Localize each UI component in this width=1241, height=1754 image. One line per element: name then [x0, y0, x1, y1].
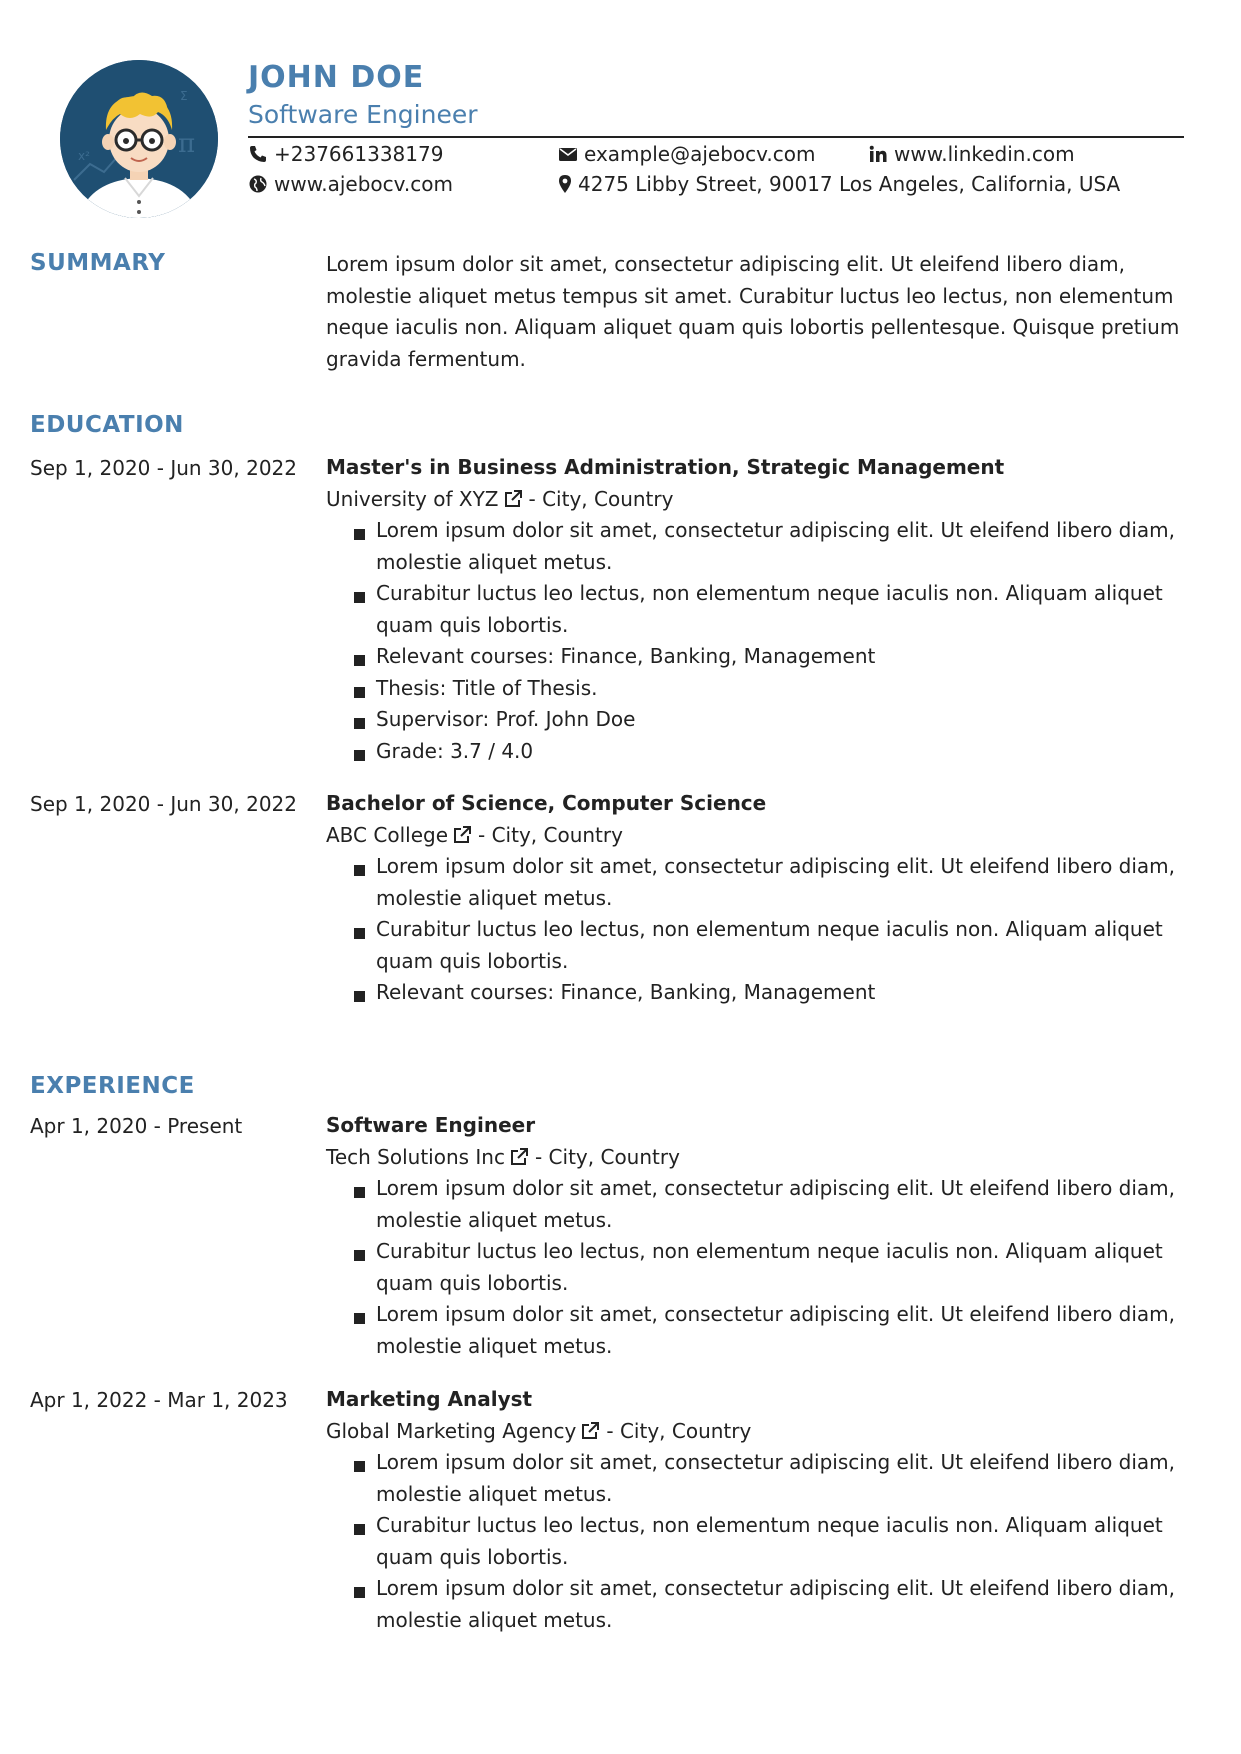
education-heading: EDUCATION: [30, 412, 184, 438]
svg-text:π: π: [178, 129, 196, 159]
contact-address: [558, 171, 1120, 197]
linkedin-icon: [868, 144, 888, 164]
list-item: Lorem ipsum dolor sit amet, consectetur adipiscing elit. Ut eleifend libero diam, molestie aliquet metus.: [376, 1447, 1216, 1510]
svg-text:Σ: Σ: [180, 89, 188, 103]
list-item: Lorem ipsum dolor sit amet, consectetur adipiscing elit. Ut eleifend libero diam, molestie aliquet metus.: [376, 851, 1216, 914]
company-line: [326, 1416, 1226, 1448]
external-link-icon[interactable]: [509, 1147, 529, 1167]
company-line: [326, 1142, 1226, 1174]
institution-link[interactable]: ABC College: [326, 822, 448, 847]
list-item: Grade: 3.7 / 4.0: [376, 736, 1216, 768]
degree-title: Master's in Business Administration, Strategic Management: [326, 455, 1005, 479]
phone-text: +237661338179: [274, 142, 444, 166]
email-text: example@ajebocv.com: [584, 142, 816, 166]
list-item: Relevant courses: Finance, Banking, Management: [376, 977, 1216, 1009]
envelope-icon: [558, 144, 578, 164]
education-entry-1: [326, 452, 1226, 767]
summary-text: Lorem ipsum dolor sit amet, consectetur adipiscing elit. Ut eleifend libero diam, molestie aliquet metus tempus sit amet. Curabitur luctus leo lectus, non elementum neque iaculis non. Aliquam aliquet quam quis lobortis pellentesque. Quisque pretium gravida fermentum.: [326, 252, 1180, 371]
institution-location: - City, Country: [528, 486, 674, 511]
name-heading: JOHN DOE: [248, 60, 425, 95]
list-item: Curabitur luctus leo lectus, non elementum neque iaculis non. Aliquam aliquet quam quis lobortis.: [376, 1236, 1216, 1299]
institution-link[interactable]: University of XYZ: [326, 486, 499, 511]
experience-entry-1: [326, 1110, 1226, 1362]
job-title-entry: Software Engineer: [326, 1113, 536, 1137]
experience-dates-1: Apr 1, 2020 - Present: [30, 1114, 243, 1138]
summary-heading: SUMMARY: [30, 250, 166, 276]
education-bullets-1: [326, 515, 1226, 767]
list-item: Lorem ipsum dolor sit amet, consectetur adipiscing elit. Ut eleifend libero diam, molestie aliquet metus.: [376, 1573, 1216, 1636]
avatar-illustration-icon: [60, 60, 218, 218]
company-link[interactable]: Global Marketing Agency: [326, 1418, 577, 1443]
address-text: 4275 Libby Street, 90017 Los Angeles, California, USA: [578, 172, 1121, 196]
job-title: Software Engineer: [248, 100, 478, 129]
avatar: [60, 60, 218, 218]
header: [248, 60, 1188, 132]
list-item: Thesis: Title of Thesis.: [376, 673, 1216, 705]
external-link-icon[interactable]: [580, 1421, 600, 1441]
external-link-icon[interactable]: [503, 489, 523, 509]
company-location: - City, Country: [534, 1144, 680, 1169]
list-item: Relevant courses: Finance, Banking, Management: [376, 641, 1216, 673]
experience-bullets-1: [326, 1173, 1226, 1362]
education-bullets-2: [326, 851, 1226, 1009]
education-dates-2: Sep 1, 2020 - Jun 30, 2022: [30, 792, 297, 816]
institution-location: - City, Country: [478, 822, 623, 847]
list-item: Supervisor: Prof. John Doe: [376, 704, 1216, 736]
job-title-entry: Marketing Analyst: [326, 1387, 533, 1411]
linkedin-text: www.linkedin.com: [894, 142, 1075, 166]
list-item: Lorem ipsum dolor sit amet, consectetur adipiscing elit. Ut eleifend libero diam, molestie aliquet metus.: [376, 1173, 1216, 1236]
globe-icon: [248, 174, 268, 194]
degree-title: Bachelor of Science, Computer Science: [326, 791, 767, 815]
contact-linkedin[interactable]: [868, 141, 1075, 167]
education-entry-2: [326, 788, 1226, 1009]
phone-icon: [248, 144, 268, 164]
experience-bullets-2: [326, 1447, 1226, 1636]
contact-phone[interactable]: [248, 141, 443, 167]
contact-email[interactable]: [558, 141, 815, 167]
institution-line: [326, 820, 1226, 852]
education-dates-1: Sep 1, 2020 - Jun 30, 2022: [30, 456, 297, 480]
experience-dates-2: Apr 1, 2022 - Mar 1, 2023: [30, 1388, 288, 1412]
header-divider: [248, 136, 1184, 138]
external-link-icon[interactable]: [452, 825, 472, 845]
list-item: Curabitur luctus leo lectus, non elementum neque iaculis non. Aliquam aliquet quam quis lobortis.: [376, 914, 1216, 977]
company-location: - City, Country: [606, 1418, 752, 1443]
experience-heading: EXPERIENCE: [30, 1073, 195, 1099]
list-item: Lorem ipsum dolor sit amet, consectetur adipiscing elit. Ut eleifend libero diam, molestie aliquet metus.: [376, 1299, 1216, 1362]
list-item: Curabitur luctus leo lectus, non elementum neque iaculis non. Aliquam aliquet quam quis lobortis.: [376, 1510, 1216, 1573]
company-link[interactable]: Tech Solutions Inc: [326, 1144, 505, 1169]
svg-text:x²: x²: [78, 149, 90, 163]
experience-entry-2: [326, 1384, 1226, 1636]
website-text: www.ajebocv.com: [274, 172, 453, 196]
list-item: Lorem ipsum dolor sit amet, consectetur adipiscing elit. Ut eleifend libero diam, molestie aliquet metus.: [376, 515, 1216, 578]
contact-website[interactable]: [248, 171, 453, 197]
institution-line: [326, 484, 1226, 516]
list-item: Curabitur luctus leo lectus, non elementum neque iaculis non. Aliquam aliquet quam quis lobortis.: [376, 578, 1216, 641]
map-pin-icon: [558, 174, 572, 194]
